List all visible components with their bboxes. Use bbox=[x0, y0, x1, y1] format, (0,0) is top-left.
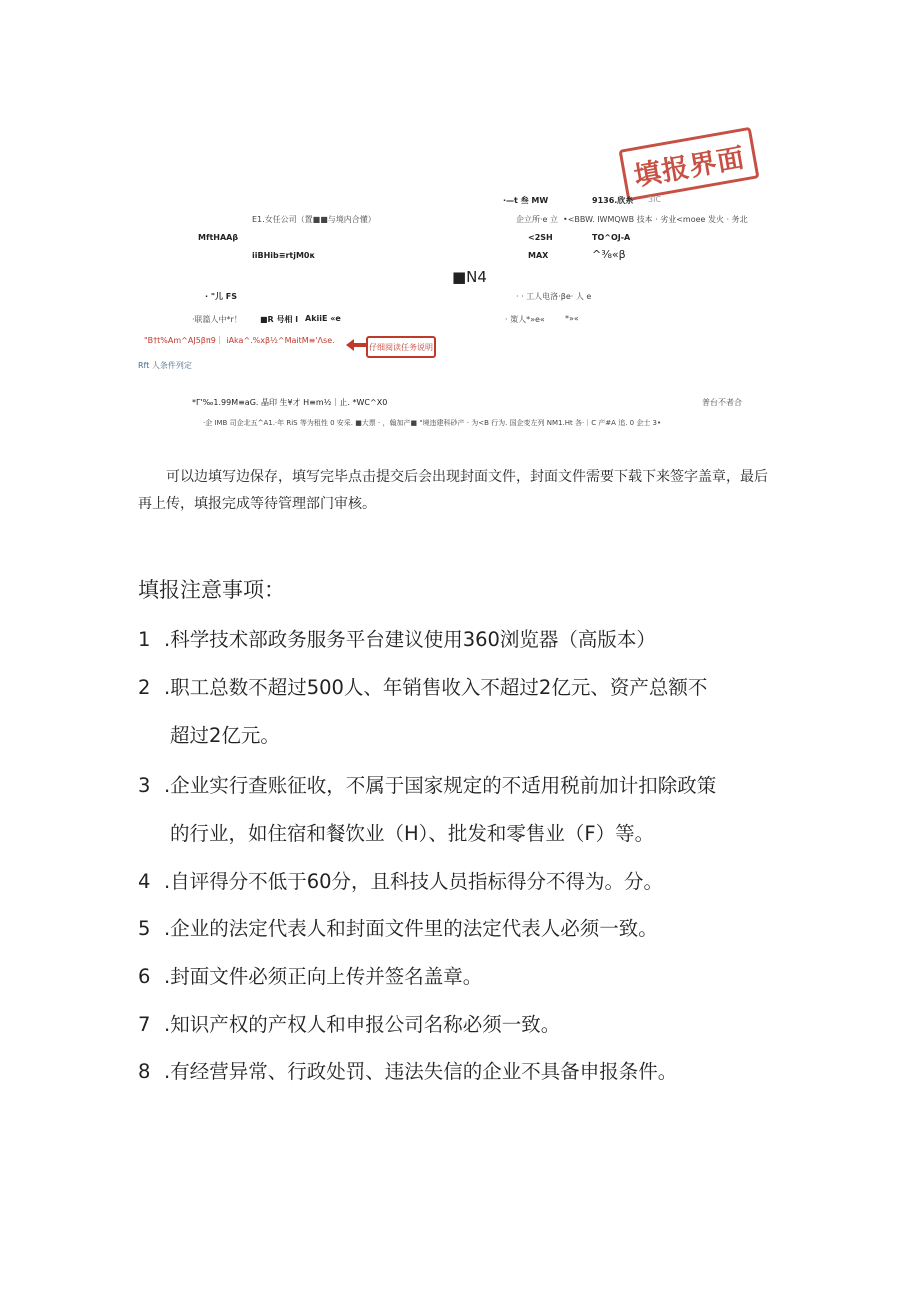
list-text: .企业的法定代表人和封面文件里的法定代表人必须一致。 bbox=[164, 917, 658, 940]
form-text: MAX bbox=[528, 251, 549, 260]
list-item bbox=[138, 913, 658, 941]
list-text: .知识产权的产权人和申报公司名称必须一致。 bbox=[164, 1013, 561, 1036]
list-item bbox=[138, 866, 663, 894]
form-text: 3IC bbox=[648, 195, 662, 204]
list-text: .职工总数不超过500人、年销售收入不超过2亿元、资产总额不 bbox=[164, 676, 708, 699]
callout-box: 仔细阅读任务说明 bbox=[366, 336, 436, 358]
form-text: E1.女任公司（置■■与境内合懂） bbox=[252, 215, 376, 224]
list-item bbox=[138, 770, 716, 798]
form-text: MftHAAβ bbox=[198, 233, 239, 242]
list-number: 3 bbox=[138, 774, 151, 797]
list-text: .封面文件必须正向上传并签名盖章。 bbox=[164, 965, 483, 988]
list-number: 6 bbox=[138, 965, 151, 988]
list-number: 2 bbox=[138, 676, 151, 699]
form-text: *»« bbox=[565, 314, 579, 323]
stamp-image: 填报界面 bbox=[619, 127, 760, 201]
list-number: 8 bbox=[138, 1060, 151, 1083]
list-item bbox=[138, 961, 482, 989]
form-text: AkiiE «e bbox=[305, 314, 341, 323]
form-text: <2SH bbox=[528, 233, 553, 242]
list-number: 5 bbox=[138, 917, 151, 940]
list-text: .企业实行查账征收，不属于国家规定的不适用税前加计扣除政策 bbox=[164, 774, 717, 797]
form-text: 普台不者合 bbox=[702, 398, 742, 407]
instruction-paragraph: 可以边填写边保存，填写完毕点击提交后会出现封面文件，封面文件需要下载下来签字盖章，最后再上传，填报完成等待管理部门审核。 bbox=[138, 469, 768, 512]
list-item bbox=[138, 624, 656, 652]
form-text: ·—t 叁 MW bbox=[503, 196, 549, 205]
arrow-left-icon bbox=[346, 338, 368, 352]
form-text: ■R 号相 l bbox=[260, 315, 299, 324]
list-item bbox=[138, 672, 707, 700]
list-text-continued: 超过2亿元。 bbox=[170, 724, 280, 747]
form-text: ■N4 bbox=[452, 268, 487, 286]
list-text-continued: 的行业，如住宿和餐饮业（H）、批发和零售业（F）等。 bbox=[170, 822, 655, 845]
form-text: Rft 人条件列定 bbox=[138, 361, 192, 370]
form-text: 9136.欣糸 bbox=[592, 196, 634, 205]
form-text: *Γ'‰1.99M≡aG. 晶印 生¥才 H≡m½｜止. *WC^X0 bbox=[192, 398, 388, 407]
list-item bbox=[138, 1009, 560, 1037]
form-text: · 策人*»e« bbox=[505, 315, 545, 324]
form-text: iiBHib≡rtjM0κ bbox=[252, 251, 316, 260]
list-number: 1 bbox=[138, 628, 151, 651]
form-text: · · 工人电洛·βe· 人 e bbox=[516, 292, 592, 301]
form-text: "B†t%Am^AJ5βπ9｜ iAka^.%xβ½^MaitM≡'Λse. bbox=[144, 336, 335, 345]
form-text: · "儿 FS bbox=[205, 292, 238, 301]
notes-heading: 填报注意事项： bbox=[138, 578, 285, 602]
list-item bbox=[138, 1056, 677, 1084]
list-text: .自评得分不低于60分，且科技人员指标得分不得为。分。 bbox=[164, 870, 664, 893]
form-text: •<BBW. IWMQWB 技本 · 劣业<moee 发火 · 务北 bbox=[563, 215, 748, 224]
form-text: ·联篇人中*r！ bbox=[192, 315, 242, 324]
list-text: .科学技术部政务服务平台建议使用360浏览器（高版本） bbox=[164, 628, 656, 651]
list-number: 7 bbox=[138, 1013, 151, 1036]
form-text: TO^OJ-A bbox=[592, 233, 631, 242]
form-text: ^⅜«β bbox=[592, 248, 626, 261]
list-text: .有经营异常、行政处罚、违法失信的企业不具备申报条件。 bbox=[164, 1060, 678, 1083]
form-text: ·企 IMB 司企北五^A1.·年 RiS 等为租性 0 安采. ■大票 · ，翰加产■ "境违建科砂产 · 为<B 行为. 国企变左列 NM1.Ht 各·｜C 产#A 追. 0 企士 3• bbox=[203, 419, 662, 427]
list-number: 4 bbox=[138, 870, 151, 893]
form-text: 企立所·e 立 bbox=[516, 215, 559, 224]
